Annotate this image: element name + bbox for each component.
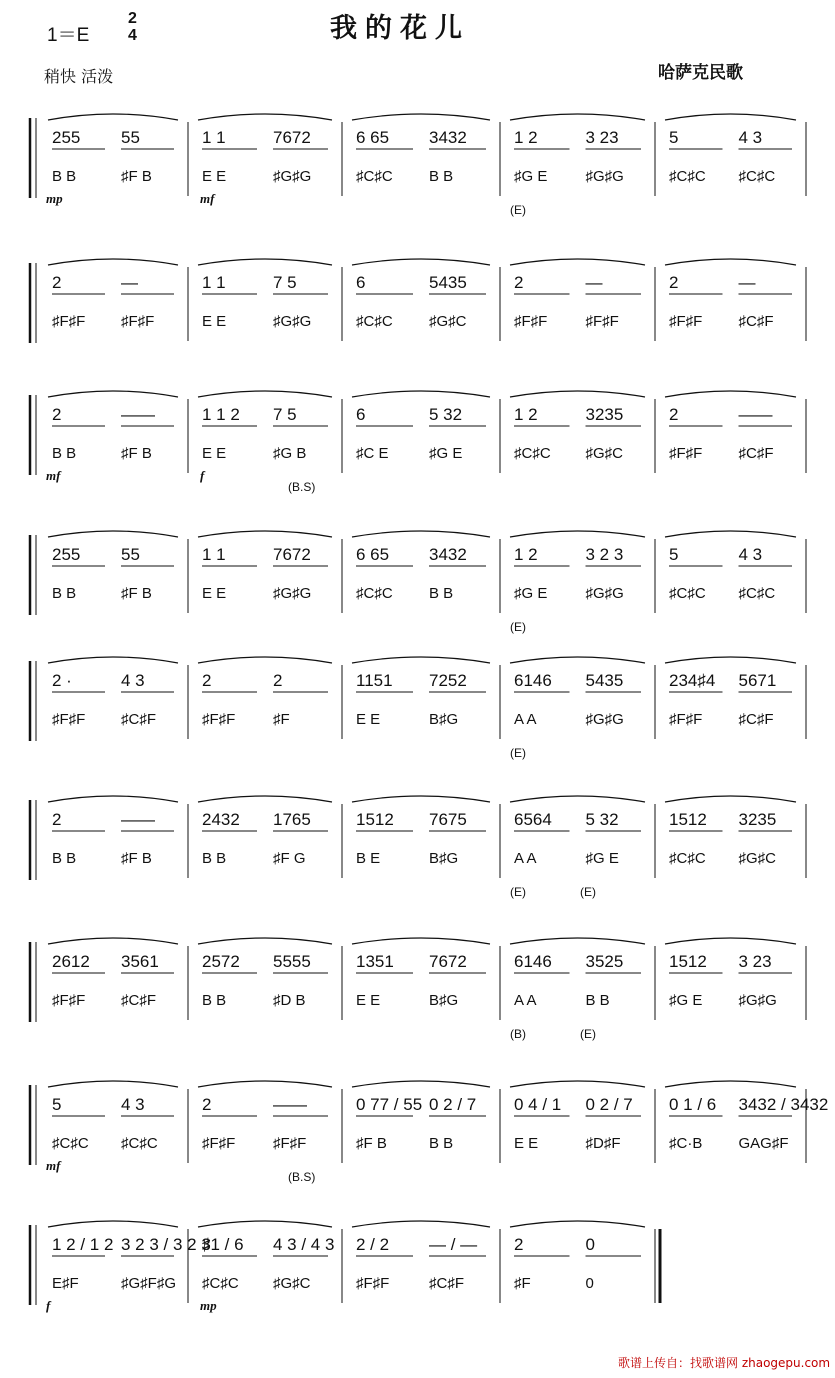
melody-beat-2: 5 32: [585, 810, 619, 829]
chord-beat-1: B B: [202, 992, 227, 1009]
melody-beat-1: 2: [52, 810, 62, 829]
chord-beat-2: ♯C♯F: [429, 1275, 464, 1292]
chord-note: (E): [510, 620, 526, 634]
dynamic-mark: mp: [200, 1298, 217, 1313]
melody-beat-2: 3525: [585, 952, 624, 971]
chord-beat-2: ♯C♯F: [738, 313, 774, 330]
phrase-slur: [48, 657, 178, 663]
phrase-slur: [665, 938, 796, 944]
melody-beat-1: 1512: [356, 810, 394, 829]
source-footer: 歌谱上传自：找歌谱网 zhaogepu.com: [618, 1356, 831, 1370]
phrase-slur: [352, 657, 490, 663]
chord-note: (E): [580, 885, 596, 899]
chord-beat-2: ♯G♯C: [585, 445, 623, 462]
chord-beat-2: ♯C♯C: [121, 1135, 158, 1152]
melody-beat-1: 2: [669, 405, 679, 424]
melody-beat-2: 55: [121, 128, 140, 147]
meter-top: 2: [128, 10, 137, 27]
chord-beat-1: ♯C♯C: [514, 445, 551, 462]
phrase-slur: [352, 114, 490, 120]
chord-beat-1: B B: [202, 850, 227, 867]
chord-beat-2: ♯D♯F: [585, 1135, 621, 1152]
chord-beat-1: ♯F♯F: [669, 313, 703, 330]
chord-beat-2: ♯F G: [273, 850, 306, 867]
phrase-slur: [665, 796, 796, 802]
phrase-slur: [352, 1221, 490, 1227]
chord-beat-2: ♯G♯G: [585, 168, 624, 185]
chord-beat-2: ♯G♯G: [273, 313, 312, 330]
chord-beat-2: ♯F B: [121, 850, 152, 867]
melody-beat-1: 2572: [202, 952, 240, 971]
melody-beat-1: 5: [669, 128, 679, 147]
chord-beat-2: ♯F♯F: [585, 313, 619, 330]
melody-beat-1: 1 1: [202, 273, 226, 292]
chord-beat-2: ♯G♯C: [738, 850, 776, 867]
chord-beat-1: ♯C♯C: [669, 850, 706, 867]
melody-beat-1: 0 4 / 1: [514, 1095, 562, 1114]
chord-beat-2: ♯G♯G: [273, 585, 312, 602]
melody-beat-1: 2: [514, 1235, 524, 1254]
chord-beat-2: ♯G♯G: [738, 992, 777, 1009]
phrase-slur: [510, 938, 645, 944]
melody-beat-2: 7675: [429, 810, 467, 829]
melody-beat-2: 3 23: [738, 952, 772, 971]
melody-beat-1: 1 1: [202, 128, 226, 147]
melody-beat-1: 1151: [356, 671, 393, 690]
chord-beat-2: ♯D B: [273, 992, 306, 1009]
melody-beat-1: 6: [356, 405, 366, 424]
chord-beat-1: E E: [202, 168, 227, 185]
melody-beat-1: 234♯4: [669, 671, 716, 690]
melody-beat-2: 55: [121, 545, 140, 564]
phrase-slur: [510, 796, 645, 802]
chord-beat-1: ♯C♯C: [52, 1135, 89, 1152]
phrase-slur: [510, 1081, 645, 1087]
chord-beat-1: ♯F♯F: [514, 313, 548, 330]
melody-beat-2: 5435: [585, 671, 624, 690]
chord-beat-1: E E: [356, 711, 381, 728]
phrase-slur: [510, 1221, 645, 1227]
melody-beat-1: 1 1 2: [202, 405, 240, 424]
chord-beat-1: ♯F: [514, 1275, 531, 1292]
melody-beat-1: 1512: [669, 810, 707, 829]
melody-beat-1: 1 2 / 1 2: [52, 1235, 114, 1254]
melody-beat-2: 3 2 3: [585, 545, 624, 564]
melody-beat-1: 1351: [356, 952, 394, 971]
chord-beat-1: ♯C·B: [669, 1135, 703, 1152]
phrase-slur: [352, 938, 490, 944]
phrase-slur: [352, 796, 490, 802]
melody-beat-2: 4 3: [121, 671, 145, 690]
melody-beat-2: ——: [121, 810, 155, 829]
chord-beat-1: ♯C♯C: [669, 585, 706, 602]
melody-beat-1: 2: [669, 273, 679, 292]
melody-beat-2: ——: [738, 405, 773, 424]
phrase-slur: [510, 531, 645, 537]
chord-beat-1: E♯F: [52, 1275, 79, 1292]
melody-beat-1: 6146: [514, 952, 552, 971]
melody-beat-1: 5: [669, 545, 679, 564]
melody-beat-2: 4 3 / 4 3: [273, 1235, 335, 1254]
chord-beat-1: ♯G E: [514, 585, 548, 602]
chord-beat-1: B E: [356, 850, 381, 867]
phrase-slur: [510, 259, 645, 265]
phrase-slur: [352, 391, 490, 397]
melody-beat-2: 7 5: [273, 273, 297, 292]
melody-beat-2: 3432 / 3432: [738, 1095, 829, 1114]
chord-beat-2: B B: [429, 168, 454, 185]
chord-beat-2: 0: [585, 1275, 594, 1292]
dynamic-mark: f: [200, 468, 205, 483]
melody-beat-2: 4 3: [738, 128, 763, 147]
phrase-slur: [198, 796, 332, 802]
melody-beat-1: 2 / 2: [356, 1235, 390, 1254]
chord-beat-2: B B: [585, 992, 610, 1009]
chord-beat-2: ♯G♯G: [273, 168, 312, 185]
chord-beat-2: ♯G♯G: [585, 711, 624, 728]
melody-beat-2: 3432: [429, 128, 467, 147]
melody-beat-1: 1 1: [202, 545, 226, 564]
chord-beat-1: ♯G E: [514, 168, 548, 185]
phrase-slur: [352, 531, 490, 537]
chord-beat-2: ♯G E: [429, 445, 463, 462]
chord-beat-2: ♯C♯F: [738, 711, 774, 728]
melody-beat-2: ——: [121, 405, 155, 424]
melody-beat-1: 6 65: [356, 128, 390, 147]
chord-beat-1: ♯C E: [356, 445, 389, 462]
phrase-slur: [48, 938, 178, 944]
phrase-slur: [48, 259, 178, 265]
melody-beat-1: 6 65: [356, 545, 390, 564]
melody-beat-2: 0 2 / 7: [585, 1095, 633, 1114]
chord-beat-1: E E: [202, 445, 227, 462]
chord-beat-1: ♯F♯F: [356, 1275, 390, 1292]
melody-beat-2: 4 3: [121, 1095, 145, 1114]
chord-beat-1: B B: [52, 850, 77, 867]
melody-beat-1: 2: [514, 273, 524, 292]
chord-beat-1: ♯C♯C: [356, 585, 393, 602]
melody-beat-2: —: [121, 273, 138, 292]
melody-beat-2: 5 32: [429, 405, 463, 424]
melody-beat-1: 1 2: [514, 405, 538, 424]
chord-note: (E): [510, 203, 526, 217]
melody-beat-1: 1512: [669, 952, 707, 971]
chord-beat-2: ♯F♯F: [121, 313, 155, 330]
melody-beat-1: 6: [356, 273, 366, 292]
melody-beat-1: 2 ·: [52, 671, 72, 690]
tempo-marking: 稍快 活泼: [44, 67, 114, 86]
chord-beat-1: ♯C♯C: [202, 1275, 239, 1292]
chord-beat-2: GAG♯F: [738, 1135, 789, 1152]
chord-note: (E): [510, 746, 526, 760]
melody-beat-2: —: [738, 273, 756, 292]
phrase-slur: [48, 1221, 178, 1227]
melody-beat-2: — / —: [429, 1235, 478, 1254]
melody-beat-2: 3235: [585, 405, 624, 424]
melody-beat-2: 4 3: [738, 545, 763, 564]
phrase-slur: [198, 657, 332, 663]
song-title: 我的花儿: [330, 13, 470, 44]
chord-beat-1: E E: [514, 1135, 539, 1152]
phrase-slur: [665, 1081, 796, 1087]
melody-beat-2: 1765: [273, 810, 311, 829]
phrase-slur: [198, 114, 332, 120]
melody-beat-1: 0 1 / 6: [669, 1095, 717, 1114]
melody-beat-2: —: [585, 273, 603, 292]
chord-note: (E): [580, 1027, 596, 1041]
melody-beat-1: 2612: [52, 952, 90, 971]
chord-note: (E): [510, 885, 526, 899]
chord-beat-2: ♯C♯F: [121, 992, 156, 1009]
chord-beat-1: ♯C♯C: [356, 313, 393, 330]
chord-beat-1: ♯F♯F: [202, 711, 236, 728]
phrase-slur: [48, 1081, 178, 1087]
meter-bottom: 4: [128, 27, 137, 44]
melody-beat-2: 7 5: [273, 405, 297, 424]
melody-beat-2: ——: [273, 1095, 307, 1114]
chord-beat-2: B B: [429, 1135, 454, 1152]
melody-beat-1: 2: [202, 671, 212, 690]
phrase-slur: [352, 1081, 490, 1087]
phrase-slur: [665, 259, 796, 265]
chord-beat-1: ♯F B: [356, 1135, 387, 1152]
chord-beat-1: ♯F♯F: [52, 313, 86, 330]
melody-beat-2: 3 23: [585, 128, 619, 147]
melody-beat-2: 0 2 / 7: [429, 1095, 477, 1114]
melody-beat-2: 3235: [738, 810, 777, 829]
phrase-slur: [198, 259, 332, 265]
chord-beat-1: ♯F♯F: [669, 445, 703, 462]
chord-beat-1: ♯C♯C: [356, 168, 393, 185]
phrase-slur: [665, 391, 796, 397]
phrase-slur: [48, 796, 178, 802]
melody-beat-1: 2: [52, 405, 62, 424]
chord-beat-1: ♯F♯F: [202, 1135, 236, 1152]
melody-beat-2: 3432: [429, 545, 467, 564]
chord-beat-2: ♯G♯C: [273, 1275, 311, 1292]
phrase-slur: [198, 1221, 332, 1227]
chord-beat-2: ♯F: [273, 711, 290, 728]
melody-beat-1: 255: [52, 545, 81, 564]
phrase-slur: [198, 1081, 332, 1087]
melody-beat-1: 0 77 / 55: [356, 1095, 423, 1114]
key-signature: 1＝E: [47, 25, 90, 46]
chord-beat-2: ♯F♯F: [273, 1135, 307, 1152]
chord-beat-2: B♯G: [429, 711, 459, 728]
chord-beat-1: E E: [202, 313, 227, 330]
chord-beat-2: ♯G♯G: [585, 585, 624, 602]
phrase-slur: [48, 531, 178, 537]
melody-beat-2: 7672: [273, 128, 311, 147]
phrase-slur: [352, 259, 490, 265]
melody-beat-1: 2: [202, 1095, 212, 1114]
melody-beat-1: 2: [52, 273, 62, 292]
melody-beat-2: 5555: [273, 952, 311, 971]
chord-beat-1: A A: [514, 992, 537, 1009]
phrase-slur: [665, 114, 796, 120]
phrase-slur: [510, 114, 645, 120]
chord-beat-2: ♯F B: [121, 445, 152, 462]
dynamic-mark: mf: [46, 468, 61, 483]
phrase-slur: [48, 391, 178, 397]
phrase-slur: [198, 391, 332, 397]
melody-beat-1: ♯1 / 6: [202, 1235, 244, 1254]
chord-beat-2: ♯G♯F♯G: [121, 1275, 176, 1292]
chord-note: (B.S): [288, 480, 316, 494]
dynamic-mark: f: [46, 1298, 51, 1313]
chord-beat-1: E E: [202, 585, 227, 602]
chord-beat-2: ♯C♯F: [738, 445, 774, 462]
melody-beat-2: 3 2 3 / 3 2 3: [121, 1235, 211, 1254]
melody-beat-2: 3561: [121, 952, 159, 971]
melody-beat-2: 2: [273, 671, 283, 690]
chord-beat-1: B B: [52, 445, 77, 462]
melody-beat-1: 6146: [514, 671, 552, 690]
phrase-slur: [510, 391, 645, 397]
melody-beat-1: 1 2: [514, 545, 538, 564]
composer-credit: 哈萨克民歌: [658, 63, 743, 83]
melody-beat-1: 2432: [202, 810, 240, 829]
melody-beat-1: 255: [52, 128, 81, 147]
chord-beat-2: ♯F B: [121, 585, 152, 602]
chord-beat-2: ♯F B: [121, 168, 152, 185]
chord-note: (B.S): [288, 1170, 316, 1184]
melody-beat-2: 7672: [429, 952, 467, 971]
phrase-slur: [510, 657, 645, 663]
melody-beat-2: 5671: [738, 671, 777, 690]
phrase-slur: [48, 114, 178, 120]
melody-beat-2: 7672: [273, 545, 311, 564]
dynamic-mark: mf: [46, 1158, 61, 1173]
melody-beat-2: 7252: [429, 671, 467, 690]
melody-beat-2: 0: [585, 1235, 595, 1254]
melody-beat-2: 5435: [429, 273, 467, 292]
chord-beat-2: B♯G: [429, 850, 459, 867]
chord-beat-1: A A: [514, 711, 537, 728]
chord-beat-2: ♯G E: [585, 850, 619, 867]
phrase-slur: [665, 531, 796, 537]
chord-beat-1: ♯G E: [669, 992, 703, 1009]
chord-beat-1: B B: [52, 585, 77, 602]
chord-beat-2: ♯C♯C: [738, 585, 776, 602]
melody-beat-1: 5: [52, 1095, 62, 1114]
chord-beat-1: ♯F♯F: [52, 992, 86, 1009]
chord-beat-1: B B: [52, 168, 77, 185]
chord-beat-1: A A: [514, 850, 537, 867]
chord-beat-1: E E: [356, 992, 381, 1009]
phrase-slur: [665, 657, 796, 663]
chord-beat-2: ♯C♯C: [738, 168, 776, 185]
chord-beat-2: B B: [429, 585, 454, 602]
chord-beat-2: B♯G: [429, 992, 459, 1009]
chord-note: (B): [510, 1027, 526, 1041]
phrase-slur: [198, 938, 332, 944]
melody-beat-1: 1 2: [514, 128, 538, 147]
dynamic-mark: mp: [46, 191, 63, 206]
dynamic-mark: mf: [200, 191, 215, 206]
chord-beat-1: ♯C♯C: [669, 168, 706, 185]
chord-beat-1: ♯F♯F: [52, 711, 86, 728]
chord-beat-1: ♯F♯F: [669, 711, 703, 728]
chord-beat-2: ♯G♯C: [429, 313, 467, 330]
chord-beat-2: ♯G B: [273, 445, 307, 462]
phrase-slur: [198, 531, 332, 537]
chord-beat-2: ♯C♯F: [121, 711, 156, 728]
melody-beat-1: 6564: [514, 810, 552, 829]
